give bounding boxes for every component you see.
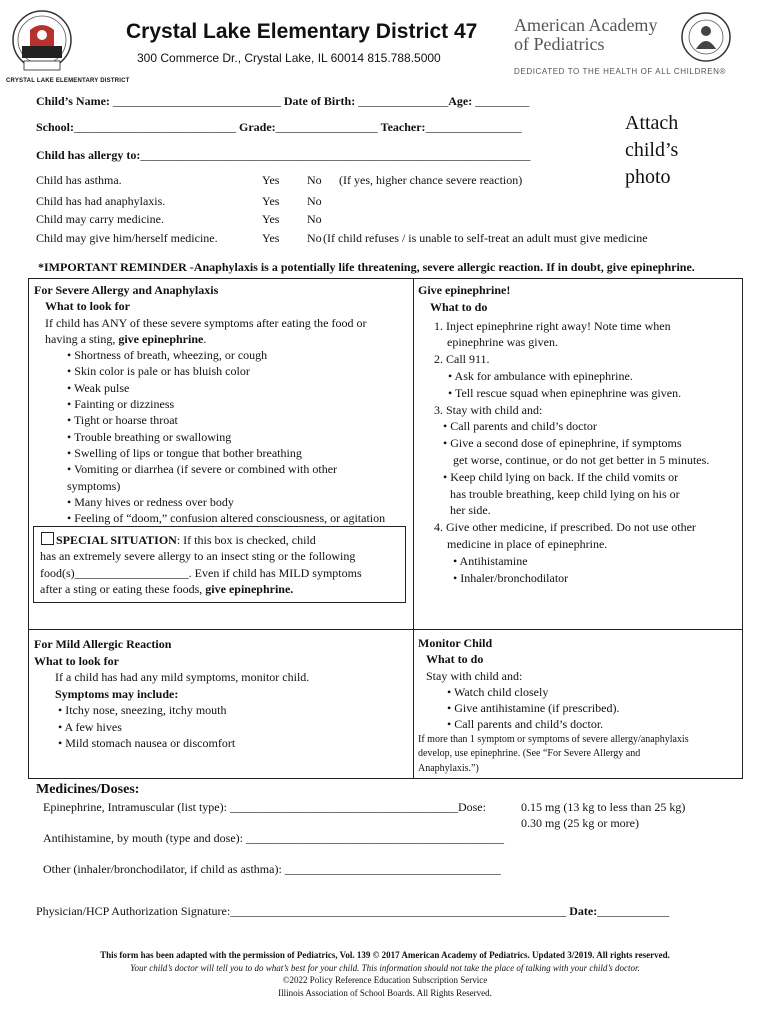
monitor-item: • Give antihistamine (if prescribed). bbox=[447, 701, 620, 716]
give-epi-step: medicine in place of epinephrine. bbox=[447, 536, 608, 551]
date-label: Date: bbox=[569, 904, 598, 918]
monitor-item: • Watch child closely bbox=[447, 684, 549, 699]
special-line-1 bbox=[40, 532, 404, 548]
mild-symptom: • Itchy nose, sneezing, itchy mouth bbox=[58, 703, 227, 717]
give-epi-step: • Keep child lying on back. If the child vomits or bbox=[443, 469, 679, 484]
give-epi-step: her side. bbox=[450, 503, 491, 518]
special-line-4a: after a sting or eating these foods, bbox=[40, 581, 206, 596]
footer-iasb: Illinois Association of School Boards. All Rights Reserved. bbox=[278, 987, 492, 998]
severe-intro-2 bbox=[34, 331, 409, 347]
give-epi-content bbox=[418, 282, 740, 586]
age-field[interactable]: _________ bbox=[475, 94, 530, 108]
allergy-label: Child has allergy to: bbox=[36, 148, 141, 162]
monitor-subtitle: What to do bbox=[426, 652, 484, 667]
severe-symptom: • Weak pulse bbox=[67, 380, 130, 395]
question-text: Child has asthma. bbox=[36, 173, 122, 187]
yes-option[interactable]: Yes bbox=[262, 212, 280, 226]
dose-option-2: 0.30 mg (25 kg or more) bbox=[521, 816, 639, 830]
question-asthma bbox=[36, 173, 736, 189]
medicines-title: Medicines/Doses: bbox=[36, 782, 140, 797]
mild-symptom: • A few hives bbox=[58, 719, 122, 734]
childs-name-field[interactable]: ____________________________ bbox=[112, 94, 281, 108]
severe-symptom: • Shortness of breath, wheezing, or cough bbox=[67, 348, 268, 363]
signature-field[interactable]: ________________________________________________________ bbox=[230, 904, 567, 918]
age-label: Age: bbox=[448, 94, 473, 108]
school-field[interactable]: ___________________________ bbox=[74, 120, 237, 134]
photo-line-2: child’s bbox=[625, 139, 679, 161]
mild-symptom: • Mild stomach nausea or discomfort bbox=[58, 736, 236, 750]
no-option[interactable]: No bbox=[307, 173, 322, 187]
aap-line1: American Academy bbox=[514, 15, 658, 35]
district-logo-text: CRYSTAL LAKE ELEMENTARY DISTRICT bbox=[6, 78, 130, 84]
special-label: SPECIAL SITUATION bbox=[56, 533, 177, 547]
allergy-field[interactable]: _________________________________________________________________ bbox=[140, 148, 531, 162]
severe-intro-2c: . bbox=[203, 331, 207, 346]
aap-name bbox=[514, 16, 657, 54]
severe-subtitle: What to look for bbox=[45, 299, 130, 314]
give-epi-step: get worse, continue, or do not get better in 5 minutes. bbox=[453, 452, 710, 467]
allergy-row bbox=[36, 148, 530, 163]
severe-title: For Severe Allergy and Anaphylaxis bbox=[34, 283, 219, 297]
monitor-title: Monitor Child bbox=[418, 636, 493, 650]
school-label: School: bbox=[36, 120, 75, 134]
give-epi-step: • Inhaler/bronchodilator bbox=[453, 570, 569, 585]
question-text: Child has had anaphylaxis. bbox=[36, 194, 166, 208]
teacher-field[interactable]: ________________ bbox=[425, 120, 522, 134]
photo-line-1: Attach bbox=[625, 112, 679, 134]
photo-line-3: photo bbox=[625, 166, 671, 188]
dose-option-1: 0.15 mg (13 kg to less than 25 kg) bbox=[521, 800, 686, 814]
monitor-content bbox=[418, 635, 740, 776]
question-anaphylaxis bbox=[36, 194, 736, 210]
yes-option[interactable]: Yes bbox=[262, 173, 280, 187]
signature-label: Physician/HCP Authorization Signature: bbox=[36, 904, 231, 918]
other-medicine-field[interactable]: Other (inhaler/bronchodilator, if child as asthma): ____________________________________ bbox=[43, 862, 501, 876]
question-text: Child may give him/herself medicine. bbox=[36, 231, 218, 245]
severe-symptom: • Vomiting or diarrhea (if severe or combined with other bbox=[67, 462, 338, 477]
monitor-note-1: If more than 1 symptom or symptoms of severe allergy/anaphylaxis bbox=[418, 733, 689, 745]
dob-label: Date of Birth: bbox=[283, 94, 356, 108]
monitor-item: • Call parents and child’s doctor. bbox=[447, 717, 604, 732]
no-option[interactable]: No bbox=[307, 194, 322, 208]
signature-row bbox=[36, 904, 669, 919]
aap-tagline: DEDICATED TO THE HEALTH OF ALL CHILDREN® bbox=[514, 67, 727, 76]
severe-symptom: • Tight or hoarse throat bbox=[67, 413, 178, 428]
give-epi-step: epinephrine was given. bbox=[447, 335, 558, 350]
special-line-4 bbox=[40, 581, 404, 597]
severe-symptom: • Skin color is pale or has bluish color bbox=[67, 364, 250, 379]
question-self-medicate bbox=[36, 231, 736, 247]
give-epi-subtitle: What to do bbox=[430, 299, 488, 314]
dob-field[interactable]: _______________ bbox=[358, 94, 449, 108]
give-epi-step: has trouble breathing, keep child lying on his or bbox=[450, 486, 680, 501]
give-epi-step: 4. Give other medicine, if prescribed. Do not use other bbox=[434, 520, 696, 535]
childs-name-row bbox=[36, 94, 529, 109]
no-option[interactable]: No bbox=[307, 231, 322, 245]
severe-symptom: • Trouble breathing or swallowing bbox=[67, 429, 232, 444]
mild-intro: If a child has had any mild symptoms, monitor child. bbox=[55, 670, 310, 684]
severe-symptom: • Fainting or dizziness bbox=[67, 397, 175, 412]
severe-symptom: • Many hives or redness over body bbox=[67, 494, 234, 509]
give-epi-step: 1. Inject epinephrine right away! Note time when bbox=[434, 318, 671, 333]
severe-symptom: • Feeling of “doom,” confusion altered consciousness, or agitation bbox=[67, 511, 386, 526]
special-line-3: food(s)___________________. Even if child has MILD symptoms bbox=[40, 565, 362, 580]
give-epi-step: • Call parents and child’s doctor bbox=[443, 419, 597, 434]
severe-intro-2a: having a sting, bbox=[45, 331, 119, 346]
antihistamine-field[interactable]: Antihistamine, by mouth (type and dose): ___________________________________________ bbox=[43, 831, 504, 845]
give-epi-step: • Tell rescue squad when epinephrine was given. bbox=[448, 385, 682, 400]
mild-content bbox=[34, 636, 409, 752]
footer-disclaimer: Your child’s doctor will tell you to do what’s best for your child. This information should not take the place of talking with your child’s doctor. bbox=[130, 962, 640, 973]
yes-option[interactable]: Yes bbox=[262, 194, 280, 208]
grade-field[interactable]: _________________ bbox=[275, 120, 378, 134]
severe-symptom: symptoms) bbox=[67, 478, 121, 493]
mild-symptoms-label: Symptoms may include: bbox=[55, 686, 179, 701]
question-note: (If child refuses / is unable to self-treat an adult must give medicine bbox=[323, 231, 648, 245]
page-title: Crystal Lake Elementary District 47 bbox=[126, 20, 478, 43]
special-line-4b: give epinephrine. bbox=[205, 581, 294, 596]
severe-symptom: • Swelling of lips or tongue that bother breathing bbox=[67, 445, 302, 460]
give-epi-step: • Antihistamine bbox=[453, 553, 528, 568]
question-text: Child may carry medicine. bbox=[36, 212, 164, 226]
mild-subtitle: What to look for bbox=[34, 653, 119, 668]
school-row bbox=[36, 120, 522, 135]
teacher-label: Teacher: bbox=[380, 120, 426, 134]
severe-intro-1: If child has ANY of these severe symptoms after eating the food or bbox=[45, 315, 367, 330]
severe-content bbox=[34, 282, 409, 526]
epinephrine-field[interactable]: Epinephrine, Intramuscular (list type): ______________________________________Dose: bbox=[43, 800, 486, 814]
monitor-note-3: Anaphylaxis.”) bbox=[418, 762, 479, 774]
aap-seal-icon bbox=[680, 11, 732, 63]
grade-label: Grade: bbox=[239, 120, 276, 134]
date-field[interactable]: ____________ bbox=[597, 904, 670, 918]
aap-line2: of Pediatrics bbox=[514, 34, 605, 54]
give-epi-step: • Ask for ambulance with epinephrine. bbox=[448, 368, 633, 383]
monitor-note-2: develop, use epinephrine. (See “For Severe Allergy and bbox=[418, 748, 641, 760]
mild-title: For Mild Allergic Reaction bbox=[34, 637, 172, 651]
special-line-2: has an extremely severe allergy to an insect sting or the following bbox=[40, 549, 356, 564]
footer-permission: This form has been adapted with the permission of Pediatrics, Vol. 139 © 2017 American Academy of Pediatrics. Updated 3/2019. All rights reserved. bbox=[100, 950, 670, 960]
give-epi-step: • Give a second dose of epinephrine, if symptoms bbox=[443, 436, 682, 451]
yes-option[interactable]: Yes bbox=[262, 231, 280, 245]
district-address: 300 Commerce Dr., Crystal Lake, IL 60014 815.788.5000 bbox=[137, 51, 441, 65]
question-carry-medicine bbox=[36, 212, 736, 228]
special-line-1-text: : If this box is checked, child bbox=[176, 533, 316, 547]
give-epi-step: 2. Call 911. bbox=[434, 352, 490, 367]
severe-intro-2b: give epinephrine bbox=[118, 331, 204, 346]
special-situation-text bbox=[40, 532, 404, 597]
district-logo bbox=[8, 8, 76, 76]
important-reminder: *IMPORTANT REMINDER -Anaphylaxis is a potentially life threatening, severe allergic reaction. If in doubt, give epinephrine. bbox=[38, 260, 695, 274]
give-epi-step: 3. Stay with child and: bbox=[434, 402, 543, 417]
question-note: (If yes, higher chance severe reaction) bbox=[339, 173, 523, 187]
monitor-intro: Stay with child and: bbox=[426, 668, 523, 683]
give-epi-title: Give epinephrine! bbox=[418, 283, 511, 297]
childs-name-label: Child’s Name: bbox=[36, 94, 110, 108]
footer bbox=[0, 949, 770, 999]
footer-copyright: ©2022 Policy Reference Education Subscription Service bbox=[282, 975, 488, 985]
no-option[interactable]: No bbox=[307, 212, 322, 226]
